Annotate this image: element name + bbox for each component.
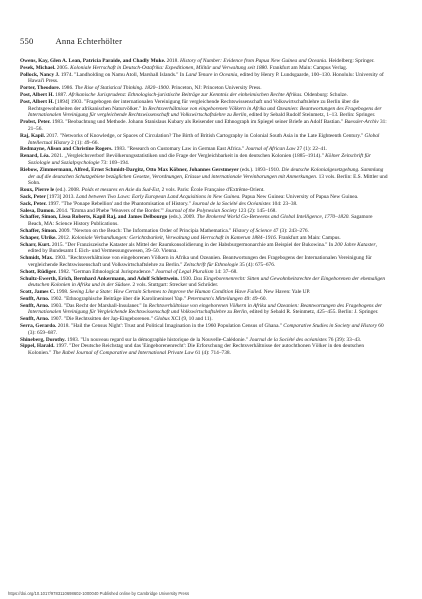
reference-text: 1903. "Rechtsverhältnisse von eingeborenen Völkern in Afrika und Ozeanien. Beantwortungen des Fragebogens der Internationalen Vereinigung für vergleichende Rechtswissenschaft und Volkswirtschaftslehre zu Berlin." (28, 255, 372, 268)
reference-author: Redmayne, Alison and Christine Rogers. (20, 146, 113, 153)
reference-title: Journal de la Société des Océanistes (192, 200, 271, 207)
page-number: 550 (20, 36, 34, 46)
reference-entry (20, 289, 388, 296)
reference-text: Oldenburg: Schulze. (302, 91, 348, 98)
reference-text: 1986. (60, 85, 75, 92)
reference-entry (20, 167, 388, 187)
reference-text: Frankfurt am Main: Campus Verlag. (268, 64, 348, 71)
reference-entry (20, 296, 388, 303)
reference-text: 104: 23–38. (270, 200, 298, 207)
reference-author: Porter, Theodore. (20, 85, 61, 92)
reference-entry (20, 323, 388, 337)
reference-entry (20, 303, 388, 317)
reference-author: Serra, Gerardo. (20, 323, 57, 330)
reference-text: 2 vols. Stuttgart: Strecker und Schröder. (131, 282, 219, 289)
reference-author: Sippel, Harald. (20, 343, 55, 350)
reference-entry (20, 242, 388, 256)
reference-entry (20, 214, 388, 228)
reference-author: Senfft, Arno. (20, 295, 50, 302)
reference-text: 27 (1): 22–41. (295, 146, 328, 153)
reference-author: Scharr, Kurt. (20, 241, 51, 248)
reference-text: 35 (4): 675–676. (238, 261, 276, 268)
reference-title: Zeitschrift für Ethnologie (183, 261, 239, 268)
reference-entry (20, 343, 388, 357)
reference-text: 2005. (55, 64, 71, 71)
reference-author: Schaffer, Simon. (20, 227, 58, 234)
reference-text: 1930. (178, 275, 194, 282)
reference-author: Sack, Peter. (20, 200, 47, 207)
reference-entry (20, 85, 388, 92)
reference-text: Heidelberg: Springer. (327, 58, 375, 64)
reference-text: 2012. (56, 234, 72, 241)
reference-title: Das Eingeborenenrecht: Sitten und Gewohnheitsrechte der Eingeborenen der ehemaligen deutschen Kolonien in Afrika und in der Südsee. (28, 275, 386, 289)
reference-text: 1974. "Landholding on Namu Atoll, Marshall Islands." In (59, 71, 186, 78)
reference-author: Riebow, Zimmermann, Alfred, Ernst Schmidt-Dargitz, Otto Max Köbner, Johannes Gerstmeyer (20, 166, 239, 173)
reference-title: Baessler-Archiv (344, 119, 379, 126)
reference-text: (ed.). 2008. (54, 187, 82, 194)
reference-text: New Haven: Yale UP. (262, 289, 311, 296)
reference-entry (20, 92, 388, 99)
reference-text: [1894] 1903. "Fragebogen der internationalen Vereinigung für vergleichende Rechtswissenschaft und Volkswirtschaftslehre zu Berlin über die Rechtsgewohnheiten der afrikanischen Naturvölker." In (28, 98, 359, 112)
reference-author: Senfft, Arno. (20, 316, 50, 323)
reference-author: Renard, Léa. (20, 153, 50, 160)
doi-footer[interactable]: https://doi.org/10.1017/9783110698602-1000040 Published online by Cambridge University Press (8, 591, 190, 596)
reference-title: The Rise of Statistical Thinking. 1820–1900. (74, 85, 170, 92)
reference-title: Journal of Legal Pluralism (155, 268, 214, 275)
reference-title: History of Science (232, 227, 272, 234)
reference-text: 1997. "The 'Ponape Rebellion' and the Phantomisation of History." (46, 200, 193, 207)
reference-text: 31: 21–56. (28, 119, 387, 132)
reference-text: , 2 vols. Paris: École Française d'Extrême-Orient. (158, 187, 265, 194)
reference-text: 14: 37–68. (213, 268, 238, 275)
reference-text: 1982. "German Ethnological Jurisprudence." (56, 268, 156, 275)
reference-title: Global Intellectual History (28, 132, 380, 146)
reference-text: 2017. "Networks of Knowledge, or Spaces of Circulation? The Birth of British Cartography in Colonial South Asia in the Late Eighteenth Century." (45, 132, 365, 139)
reference-text: 123 (2): 145–168. (236, 207, 277, 214)
reference-title: Land between Two Laws: Early European Land Acquisitions in New Guinea. (76, 193, 241, 200)
reference-author: Raj, Kapil. (20, 132, 46, 139)
reference-author: Shineberg, Dorothy. (20, 336, 66, 343)
reference-text: 61 (4): 714–738. (193, 350, 231, 357)
reference-title: Journal of the Polynesian Society (165, 207, 237, 214)
reference-text: XCI (9, 10 and 11). (169, 316, 213, 323)
reference-entry (20, 187, 388, 194)
reference-entry (20, 201, 388, 208)
reference-text: 2018. (165, 58, 181, 64)
reference-author: Scott, James C. (20, 289, 56, 296)
reference-title: Comparative Studies in Society and History (283, 323, 377, 330)
reference-text: , edited by Henry P. Lundsgaarde, 100–130. Honolulu: University of Hawai'i Press. (28, 71, 384, 85)
reference-entry (20, 99, 388, 119)
reference-text: 2009. "Newton on the Beach: The Information Order of Principia Mathematica." (57, 227, 233, 234)
reference-entry (20, 269, 388, 276)
reference-author: Schaffer, Simon, Lissa Roberts, Kapil Raj, and James Delbourgo (20, 214, 168, 221)
reference-title: Koloniale Verhandlungen: Gerichtsbarkeit, Verwaltung und Herrschaft in Kamerun 1884–1916. (71, 234, 278, 241)
reference-entry (20, 119, 388, 133)
reference-author: Salesa, Damon. (20, 207, 55, 214)
reference-list (20, 58, 388, 357)
reference-text: 2 (1): 49–66. (69, 139, 99, 146)
reference-text: 1903. "Das Recht der Marshall-Insulaner." In (49, 302, 149, 309)
reference-title: Rechtsverhältnisse von eingeborenen Völkern in Afrika und Ozeanien: Beantwortungen des Fragebogens der Internationalen Vereinigung für Vergleichende Rechtswissenschaft und Volkswirtschaftslehre zu Berlin (28, 302, 383, 316)
reference-entry (20, 276, 388, 290)
reference-author: Sack, Peter (20, 193, 46, 200)
reference-text: Papua New Guinea: University of Papua New Guinea. (240, 193, 359, 200)
reference-text: 73: 169–194. (99, 159, 130, 166)
reference-entry (20, 133, 388, 147)
reference-text: 49: 49–60. (242, 295, 267, 302)
reference-author: Pollock, Nancy J. (20, 71, 60, 78)
reference-title: Journal of African Law (245, 146, 296, 153)
reference-title: History of Number: Evidence from Papua New Guinea and Oceania. (180, 58, 328, 64)
reference-text: 1998. (55, 289, 70, 296)
reference-title: Journal de la Société des océanistes (249, 336, 327, 343)
reference-author: Schaper, Ulrike. (20, 234, 57, 241)
reference-text: 1907. "Die Rechtssitten der Jap-Eingeborenen." (49, 316, 155, 323)
reference-text: , edited by Bundesamt f. Eich- und Vermessungswesen, 39–50. Vienna. (28, 241, 377, 255)
reference-title: Die deutsche Kolonialgesetzgebung. Sammlung der auf die deutschen Schutzgebiete bezüglichen Gesetze, Verordnungen, Erlasse und internationale Vereinbarungen mit Anmerkungen (28, 166, 384, 180)
reference-text: Frankfurt am Main: Campus. (277, 234, 341, 241)
reference-title: Globus (154, 316, 170, 323)
reference-text: Princeton, NJ: Princeton University Press. (169, 85, 262, 92)
reference-text: Sagamore Beach, MA: Science History Publications. (28, 214, 373, 228)
reference-author: Post, Albert H. (20, 98, 54, 105)
reference-author: Owens, Kay, Glen A. Lean, Patricia Paraide, and Chadly Muke. (20, 58, 166, 64)
reference-author: Post, Albert H. (20, 91, 54, 98)
reference-text: 2021. „Vergleichsverbot! Bevölkerungsstatistiken und die Frage der Vergleichbarkeit in den deutschen Kolonien (1885–1914)." (49, 153, 326, 160)
reference-text: 1902. "Ethnographische Beiträge über die Karolineninsel Yap." (49, 295, 188, 302)
reference-text: (eds.). 2009. (167, 214, 197, 221)
reference-author: Pesek, Michael. (20, 64, 56, 71)
reference-title: Koloniale Herrschaft in Deutsch-Ostafrika: Expeditionen, Militär und Verwaltung seit 1880. (70, 64, 269, 71)
reference-title: The Rabel Journal of Comparative and International Private Law (52, 350, 194, 357)
running-head-author: Anna Echterhölter (55, 36, 123, 46)
reference-entry (20, 65, 388, 72)
reference-text: 2014. "Emma and Phebe 'Weavers of the Border.'" (54, 207, 166, 214)
reference-text: 2018. "Hail the Census Night': Trust and Political Imagination in the 1960 Population Census of Ghana." (56, 323, 284, 330)
reference-author: Schott, Rüdiger. (20, 268, 57, 275)
reference-entry (20, 72, 388, 86)
reference-entry (20, 228, 388, 235)
reference-text: 1983. "Un nouveau regard sur la démographie historique de la Nouvelle-Calédonie." (65, 336, 250, 343)
reference-text: 47 (3): 243–276. (271, 227, 309, 234)
reference-text: 1983. "Research on Customary Law in German East Africa." (112, 146, 246, 153)
reference-entry (20, 194, 388, 201)
reference-entry (20, 58, 388, 65)
reference-text: 1997. "Der Deutsche Reichstag und das 'Eingeborenenrecht': Die Erforschung der Rechtsverhältnisse der autochthonen Völker in den deutschen Kolonien." (28, 343, 364, 357)
reference-title: Rechtsverhältnisse von eingeborenen Völkern in Afrika und Ozeanien: Beantwortungen des Fragebogens der Internationalen Vereinigung für vergleichende Rechtswissenschaft und Volkswirtschaftslehre zu Berlin (28, 105, 382, 119)
reference-text: 60 (3): 659–687. (28, 323, 384, 336)
reference-text: 1983. "Beobachtung und Methode. Johann Stanislaus Kubary als Reisender und Ethnograph im Spiegel seiner Briefe an Adolf Bastian." (50, 119, 345, 126)
reference-entry (20, 153, 388, 167)
reference-author: Schultz-Ewerth, Erich, Bernhard Ankermann, and Adolf Schlettwein. (20, 275, 179, 282)
reference-text: , edited by Sebald Rudolf Steinmetz, 1–13. Berlin: Springer. (246, 112, 376, 119)
reference-title: The Brokered World Go-Betweens and Global Intelligence, 1770–1820. (196, 214, 350, 221)
reference-author: Schmidt, Max. (20, 255, 54, 262)
reference-author: Roux, Pierre le (20, 187, 55, 194)
reference-text: . 13 vols. Berlin: E.S. Mittler und Sohn. (28, 173, 388, 187)
reference-title: Poids et mesures en Asie du Sud-Est (81, 187, 159, 194)
reference-text: , edited by Sebald R. Steinmetz, 425–455. Berlin: J. Springer. (246, 309, 379, 316)
reference-title: Seeing Like a State: How Certain Schemes to Improve the Human Condition Have Failed. (69, 289, 263, 296)
reference-title: Petermann's Mitteilungen (187, 295, 243, 302)
reference-title: 200 Jahre Kataster (334, 241, 376, 248)
reference-author: Senfft, Arno. (20, 302, 50, 309)
reference-text: 76 (39): 33–43. (326, 336, 362, 343)
reference-text: 1887. (53, 91, 69, 98)
reference-text: 2015. "Der Franziszeische Kataster als Mittel der Raumkonsolidierung in der Habsburgermonarchie am Beispiel der Bukowina." In (50, 241, 335, 248)
reference-title: Kölner Zeitschrift für Soziologie und Sozialpsychologie (28, 153, 371, 166)
reference-entry (20, 255, 388, 269)
reference-text: (eds.). 1893–1910. (238, 166, 282, 173)
reference-title: Afrikanische Jurisprudenz: Ethnologisch-juristische Beiträge zur Kenntnis der einheimischen Rechte Afrikas. (68, 91, 303, 98)
reference-text: [1973] 2013. (45, 193, 77, 200)
reference-entry (20, 235, 388, 242)
running-header (20, 31, 402, 46)
reference-author: Probst, Peter. (20, 119, 51, 126)
reference-title: Land Tenure in Oceania (185, 71, 238, 78)
